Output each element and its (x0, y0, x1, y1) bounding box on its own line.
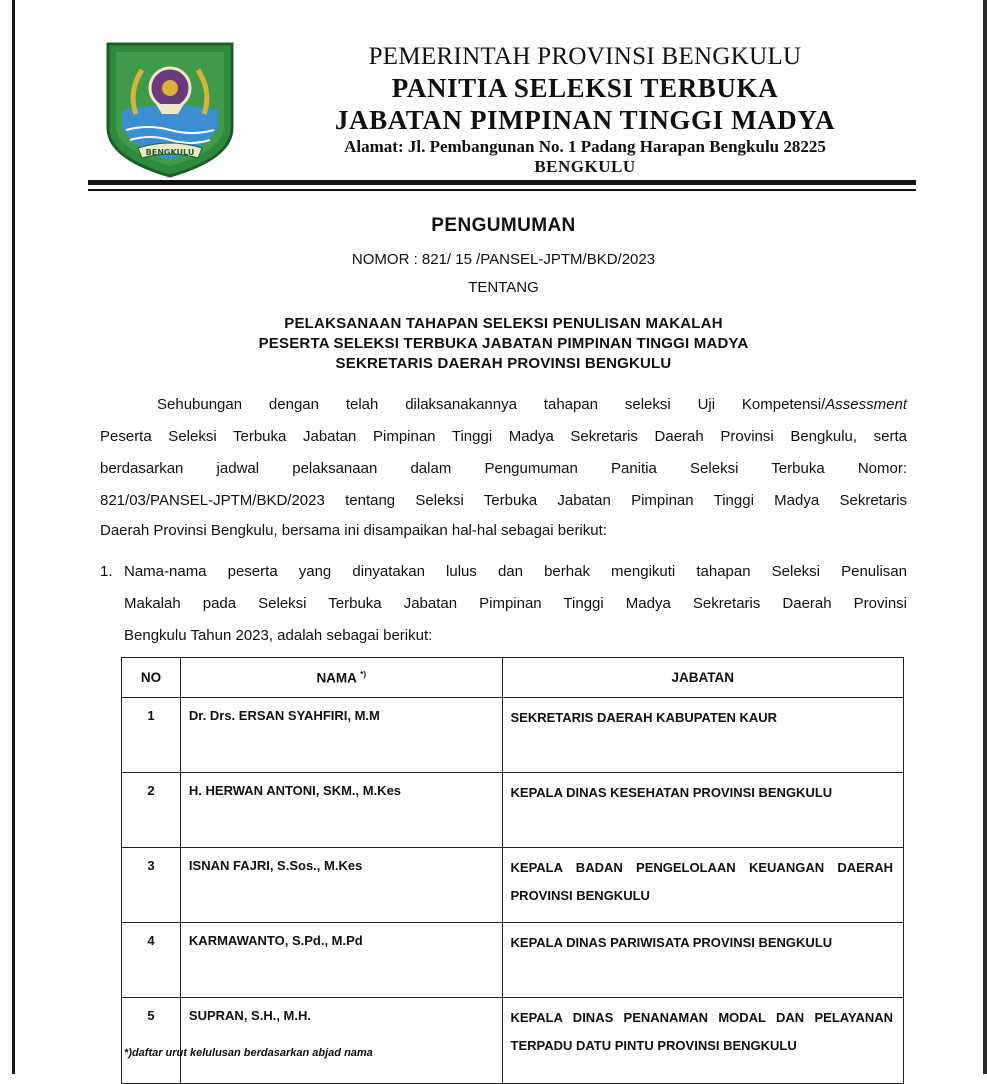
list-item-line-3: Bengkulu Tahun 2023, adalah sebagai berikut: (124, 627, 433, 644)
column-header-no: NO (122, 658, 181, 698)
column-header-nama-mark: *) (360, 669, 366, 679)
column-header-nama (180, 658, 502, 698)
table-row (122, 998, 904, 1084)
letterhead-rule-thin (88, 189, 916, 191)
announcement-subject-line1: PELAKSANAAN TAHAPAN SELEKSI PENULISAN MAKALAH (284, 315, 723, 332)
column-header-nama-text: NAMA (316, 670, 357, 686)
screenshot-edge-right (983, 0, 987, 1074)
announcement-title: PENGUMUMAN (431, 215, 576, 236)
cell-nama: KARMAWANTO, S.Pd., M.Pd (180, 923, 502, 998)
cell-jabatan: KEPALA DINAS KESEHATAN PROVINSI BENGKULU (502, 773, 903, 848)
column-header-jabatan: JABATAN (502, 658, 903, 698)
paragraph-line-3: berdasarkan jadwal pelaksanaan dalam Pengumuman Panitia Seleksi Terbuka Nomor: (100, 460, 907, 477)
paragraph-line-1-text: Sehubungan dengan telah dilaksanakannya tahapan seleksi Uji Kompetensi/ (157, 396, 826, 413)
cell-jabatan: KEPALA DINAS PARIWISATA PROVINSI BENGKULU (502, 923, 903, 998)
paragraph-line-5: Daerah Provinsi Bengkulu, bersama ini disampaikan hal-hal sebagai berikut: (100, 522, 607, 539)
announcement-number: NOMOR : 821/ 15 /PANSEL-JPTM/BKD/2023 (351, 251, 656, 268)
letterhead-city: BENGKULU (534, 157, 636, 176)
table-row (122, 923, 904, 998)
table-row (122, 848, 904, 923)
table-header-row (122, 658, 904, 698)
letterhead (300, 42, 870, 177)
letterhead-position: JABATAN PIMPINAN TINGGI MADYA (334, 105, 836, 135)
letterhead-address: Alamat: Jl. Pembangunan No. 1 Padang Harapan Bengkulu 28225 (344, 137, 826, 156)
cell-no: 1 (122, 698, 181, 773)
announcement-about: TENTANG (468, 279, 539, 296)
paragraph-line-1 (157, 396, 907, 413)
svg-text:BENGKULU: BENGKULU (145, 148, 195, 157)
cell-nama: ISNAN FAJRI, S.Sos., M.Kes (180, 848, 502, 923)
announcement-subject-line2: PESERTA SELEKSI TERBUKA JABATAN PIMPINAN TINGGI MADYA (258, 335, 749, 352)
cell-nama: Dr. Drs. ERSAN SYAHFIRI, M.M (180, 698, 502, 773)
announcement-subject-line3: SEKRETARIS DAERAH PROVINSI BENGKULU (335, 355, 672, 372)
list-item-line-1: Nama-nama peserta yang dinyatakan lulus dan berhak mengikuti tahapan Seleksi Penulisan (124, 563, 907, 580)
bengkulu-emblem-logo (104, 40, 236, 178)
page-left-margin (0, 0, 20, 1074)
cell-no: 5 (122, 998, 181, 1084)
paragraph-line-2: Peserta Seleksi Terbuka Jabatan Pimpinan Tinggi Madya Sekretaris Daerah Provinsi Bengkulu, serta (100, 428, 907, 445)
list-item-number: 1. (100, 563, 113, 580)
cell-jabatan: SEKRETARIS DAERAH KABUPATEN KAUR (502, 698, 903, 773)
cell-nama: SUPRAN, S.H., M.H. (180, 998, 502, 1084)
paragraph-line-4: 821/03/PANSEL-JPTM/BKD/2023 tentang Seleksi Terbuka Jabatan Pimpinan Tinggi Madya Sekretaris (100, 492, 907, 509)
letterhead-government: PEMERINTAH PROVINSI BENGKULU (368, 43, 802, 70)
cell-nama: H. HERWAN ANTONI, SKM., M.Kes (180, 773, 502, 848)
table-footnote: *)daftar urut kelulusan berdasarkan abjad nama (124, 1047, 373, 1059)
list-item-line-2: Makalah pada Seleksi Terbuka Jabatan Pimpinan Tinggi Madya Sekretaris Daerah Provinsi (124, 595, 907, 612)
cell-no: 4 (122, 923, 181, 998)
assessment-term: Assessment (825, 396, 907, 413)
participants-table (121, 657, 904, 1084)
table-row (122, 773, 904, 848)
cell-no: 3 (122, 848, 181, 923)
screenshot-edge-left (12, 0, 15, 1074)
cell-jabatan: KEPALA DINAS PENANAMAN MODAL DAN PELAYANAN TERPADU DATU PINTU PROVINSI BENGKULU (502, 998, 903, 1084)
letterhead-committee: PANITIA SELEKSI TERBUKA (391, 73, 779, 103)
cell-no: 2 (122, 773, 181, 848)
cell-jabatan: KEPALA BADAN PENGELOLAAN KEUANGAN DAERAH PROVINSI BENGKULU (502, 848, 903, 923)
table-row (122, 698, 904, 773)
letterhead-rule-thick (88, 180, 916, 185)
